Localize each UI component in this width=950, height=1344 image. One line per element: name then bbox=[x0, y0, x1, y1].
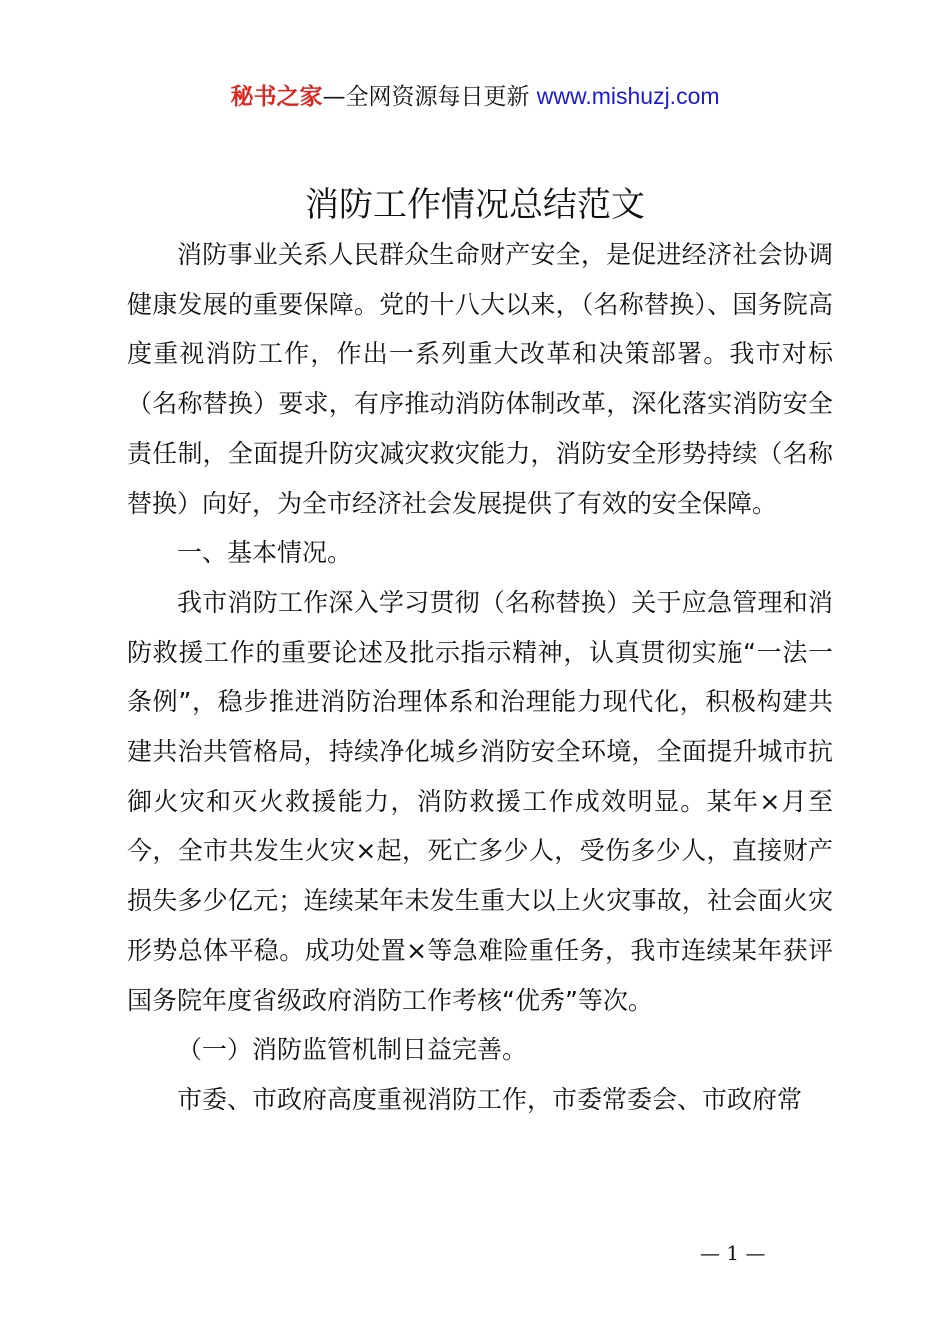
document-body bbox=[127, 230, 833, 1125]
site-brand: 秘书之家 bbox=[230, 84, 323, 110]
subsection-heading-1: （一）消防监管机制日益完善。 bbox=[177, 1035, 528, 1065]
document-title: 消防工作情况总结范文 bbox=[305, 185, 645, 225]
paragraph-intro: 消防事业关系人民群众生命财产安全，是促进经济社会协调健康发展的重要保障。党的十八大以来，（名称替换）、国务院高度重视消防工作，作出一系列重大改革和决策部署。我市对标（名称替换）要求，有序推动消防体制改革，深化落实消防安全责任制，全面提升防灾减灾救灾能力，消防安全形势持续（名称替换）向好，为全市经济社会发展提供了有效的安全保障。 bbox=[127, 240, 833, 518]
site-header bbox=[0, 78, 950, 115]
site-tagline: —全网资源每日更新 bbox=[322, 84, 537, 110]
site-url-link[interactable]: www.mishuzj.com bbox=[536, 83, 720, 109]
page-number: — 1 — bbox=[700, 1241, 766, 1265]
paragraph-subsection-1: 市委、市政府高度重视消防工作，市委常委会、市政府常 bbox=[177, 1084, 803, 1114]
section-heading-basic-situation: 一、基本情况。 bbox=[177, 538, 353, 568]
paragraph-basic-situation: 我市消防工作深入学习贯彻（名称替换）关于应急管理和消防救援工作的重要论述及批示指示精神，认真贯彻实施“一法一条例”，稳步推进消防治理体系和治理能力现代化，积极构建共建共治共管格局，持续净化城乡消防安全环境，全面提升城市抗御火灾和灭火救援能力，消防救援工作成效明显。某年×月至今，全市共发生火灾×起，死亡多少人，受伤多少人，直接财产损失多少亿元；连续某年未发生重大以上火灾事故，社会面火灾形势总体平稳。成功处置×等急难险重任务，我市连续某年获评国务院年度省级政府消防工作考核“优秀”等次。 bbox=[127, 587, 833, 1015]
